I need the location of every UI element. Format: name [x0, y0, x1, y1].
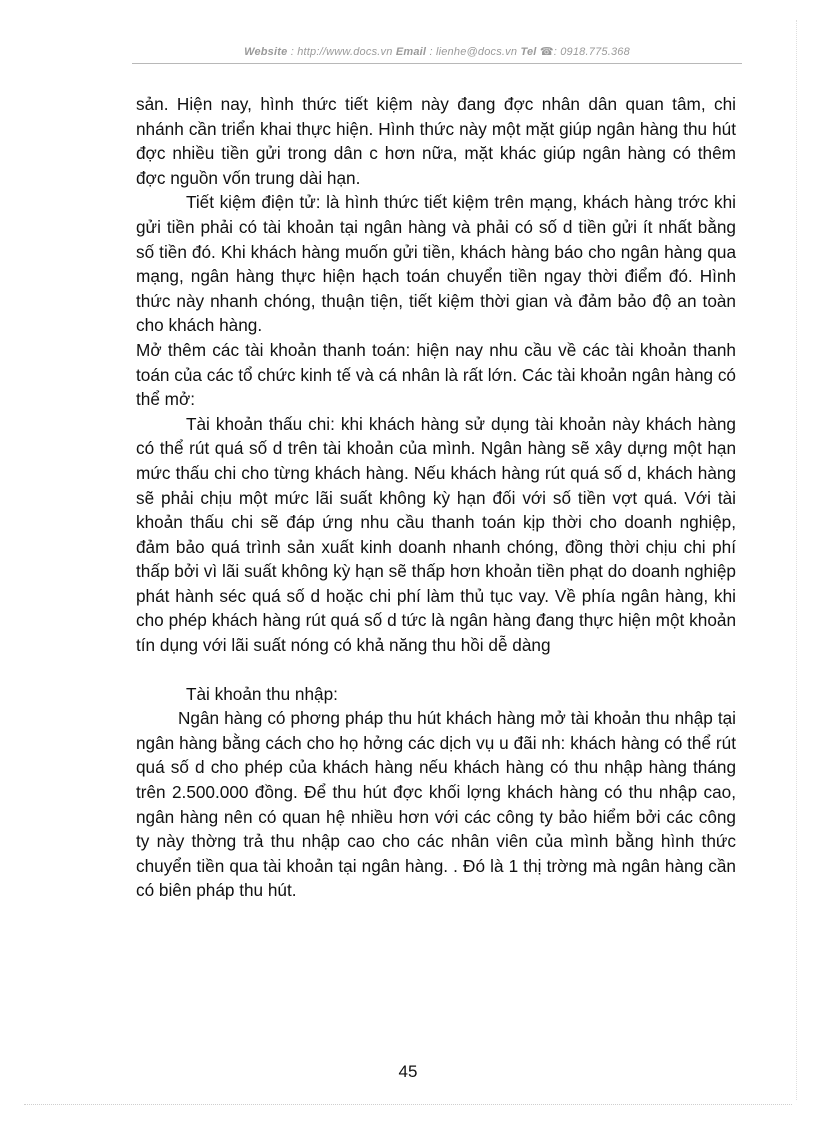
email-value: : lienhe@docs.vn — [429, 46, 518, 58]
bullet-text: Tài khoản thu nhập: — [186, 683, 338, 704]
website-value: : http://www.docs.vn — [290, 46, 393, 58]
paragraph-open-accounts: Mở thêm các tài khoản thanh toán: hiện nay nhu cầu về các tài khoản thanh toán của các tổ chức kinh tế và cá nhân là rất lớn. Các tài khoản ngân hàng có thể mở: — [136, 339, 736, 410]
tel-value: ☎: 0918.775.368 — [539, 46, 630, 58]
bullet-item-electronic-savings — [136, 190, 736, 338]
paragraph-continuation: sản. Hiện nay, hình thức tiết kiệm này đang đợc nhân dân quan tâm, chi nhánh cần triển khai thực hiện. Hình thức này một mặt giúp ngân hàng thu hút đợc nhiều tiền gửi trong dân c hơn nữa, mặt khác giúp ngân hàng có thêm đợc nguồn vốn trung dài hạn. — [136, 94, 736, 188]
email-label: Email — [395, 46, 427, 58]
page-header — [132, 45, 742, 58]
paragraph-income-account-detail: Ngân hàng có phơng pháp thu hút khách hàng mở tài khoản thu nhập tại ngân hàng bằng cách cho họ hởng các dịch vụ u đãi nh: khách hàng có thể rút quá số d cho phép của khách hàng nếu khách hàng có thu nhập hàng tháng trên 2.500.000 đồng. Để thu hút đợc khối lợng khách hàng có thu nhập cao, ngân hàng nên có quan hệ nhiều hơn với các công ty bảo hiểm bởi các công ty này thờng trả thu nhập cao cho các nhân viên của mình bằng hình thức chuyển tiền qua tài khoản tại ngân hàng. . Đó là 1 thị trờng mà ngân hàng cần có biên pháp thu hút. — [136, 708, 736, 901]
bullet-text: Tài khoản thấu chi: khi khách hàng sử dụng tài khoản này khách hàng có thể rút quá số d trên tài khoản của mình. Ngân hàng sẽ xây dựng một hạn mức thấu chi cho từng khách hàng. Nếu khách hàng rút quá số d, khách hàng sẽ phải chịu một mức lãi suất không kỳ hạn đối với số tiền vợt quá. Với tài khoản thấu chi sẽ đáp ứng nhu cầu thanh toán kịp thời cho doanh nghiệp, đảm bảo quá trình sản xuất kinh doanh nhanh chóng, đồng thời chịu chi phí thấp bởi vì lãi suất không kỳ hạn sẽ thấp hơn khoản tiền phạt do doanh nghiệp phát hành séc quá số d hoặc chi phí làm thủ tục vay. Về phía ngân hàng, khi cho phép khách hàng rút quá số d tức là ngân hàng đang thực hiện một khoản tín dụng với lãi suất nóng có khả năng thu hồi dễ dàng — [136, 413, 736, 656]
tel-label: Tel — [520, 46, 537, 58]
footer-dotted-line — [24, 1104, 792, 1105]
document-body — [136, 92, 736, 903]
paragraph-gap — [136, 658, 736, 682]
page-number: 45 — [398, 1062, 418, 1081]
bullet-item-overdraft-account — [136, 412, 736, 658]
right-margin-dots — [796, 20, 797, 1100]
header-divider — [132, 63, 742, 64]
bullet-text: Tiết kiệm điện tử: là hình thức tiết kiệm trên mạng, khách hàng trớc khi gửi tiền phải có tài khoản tại ngân hàng và phải có số d tiền gửi ít nhất bằng số tiền đó. Khi khách hàng muốn gửi tiền, khách hàng báo cho ngân hàng qua mạng, ngân hàng thực hiện hạch toán chuyển tiền ngay thời điểm đó. Hình thức này nhanh chóng, thuận tiện, tiết kiệm thời gian và đảm bảo độ an toàn cho khách hàng. — [136, 192, 736, 336]
website-label: Website — [244, 46, 288, 58]
bullet-item-income-account — [136, 682, 736, 707]
